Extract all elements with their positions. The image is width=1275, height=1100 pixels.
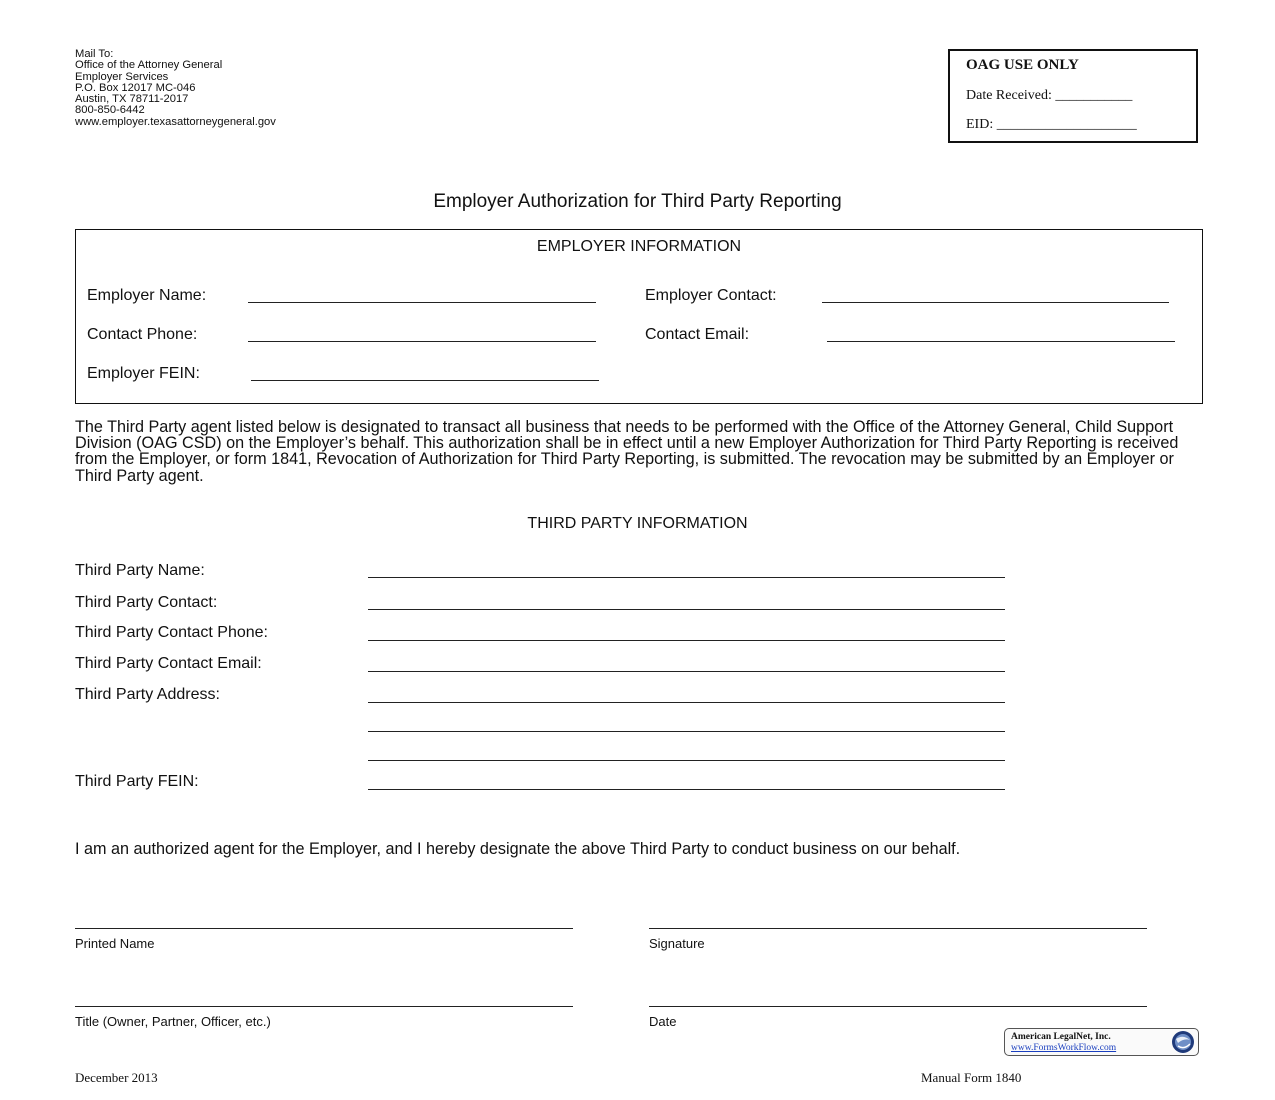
american-legalnet-logo — [1004, 1028, 1199, 1056]
third-party-fein-label: Third Party FEIN: — [75, 773, 199, 790]
oag-use-only-box — [948, 49, 1198, 143]
signature-input[interactable] — [649, 928, 1147, 929]
mail-to-address — [75, 49, 276, 128]
date-input[interactable] — [649, 1006, 1147, 1007]
third-party-address-input-line-3[interactable] — [368, 760, 1005, 761]
logo-company-name: American LegalNet, Inc. — [1011, 1032, 1111, 1042]
signature-label: Signature — [649, 936, 705, 951]
third-party-section-heading: THIRD PARTY INFORMATION — [527, 515, 748, 532]
attestation-statement: I am an authorized agent for the Employer, and I hereby designate the above Third Party to conduct business on our behalf. — [75, 840, 961, 858]
title-input[interactable] — [75, 1006, 573, 1007]
printed-name-label: Printed Name — [75, 936, 155, 951]
third-party-contact-label: Third Party Contact: — [75, 594, 218, 611]
mail-to-department: Employer Services — [75, 70, 169, 83]
employer-section-heading: EMPLOYER INFORMATION — [536, 238, 742, 255]
third-party-name-input[interactable] — [368, 577, 1005, 578]
employer-contact-label: Employer Contact: — [645, 287, 777, 304]
printed-name-input[interactable] — [75, 928, 573, 929]
third-party-contact-phone-label: Third Party Contact Phone: — [75, 624, 268, 641]
mail-to-phone: 800-850-6442 — [75, 104, 145, 117]
employer-name-label: Employer Name: — [87, 287, 207, 304]
contact-email-label: Contact Email: — [645, 326, 750, 343]
employer-contact-input[interactable] — [822, 302, 1169, 303]
third-party-fein-input[interactable] — [368, 789, 1005, 790]
designation-paragraph: The Third Party agent listed below is designated to transact all business that needs to be performed with the Office of the Attorney General, Child Support Division (OAG CSD) on the Employer’s behalf. This authorization shall be in effect until a new Employer Authorization for Third Party Reporting is received from the Employer, or form 1841, Revocation of Authorization for Third Party Reporting, is submitted. The revocation may be submitted by an Employer or Third Party agent. — [75, 418, 1179, 485]
third-party-name-label: Third Party Name: — [75, 562, 205, 579]
date-label: Date — [649, 1014, 677, 1029]
logo-website-link[interactable]: www.FormsWorkFlow.com — [1011, 1043, 1117, 1053]
third-party-contact-input[interactable] — [368, 609, 1005, 610]
contact-phone-label: Contact Phone: — [87, 326, 198, 343]
contact-email-input[interactable] — [827, 341, 1175, 342]
mail-to-office: Office of the Attorney General — [75, 59, 223, 72]
third-party-address-label: Third Party Address: — [75, 686, 220, 703]
third-party-address-input-line-1[interactable] — [368, 702, 1005, 703]
third-party-address-input-line-2[interactable] — [368, 731, 1005, 732]
employer-fein-input[interactable] — [251, 380, 599, 381]
footer-date: December 2013 — [75, 1070, 158, 1085]
oag-box-title: OAG USE ONLY — [966, 57, 1079, 73]
third-party-contact-phone-input[interactable] — [368, 640, 1005, 641]
employer-information-box — [75, 229, 1203, 404]
date-received-field[interactable]: Date Received: ___________ — [966, 88, 1133, 103]
mail-to-city: Austin, TX 78711-2017 — [75, 93, 189, 106]
title-label: Title (Owner, Partner, Officer, etc.) — [75, 1014, 271, 1029]
mail-to-label: Mail To: — [75, 48, 114, 60]
third-party-contact-email-label: Third Party Contact Email: — [75, 655, 262, 672]
globe-icon — [1171, 1030, 1195, 1054]
employer-fein-label: Employer FEIN: — [87, 365, 200, 382]
third-party-contact-email-input[interactable] — [368, 671, 1005, 672]
footer-form-number: Manual Form 1840 — [921, 1070, 1022, 1085]
employer-name-input[interactable] — [248, 302, 596, 303]
form-title: Employer Authorization for Third Party Reporting — [433, 191, 842, 212]
eid-field[interactable]: EID: ____________________ — [966, 117, 1137, 132]
contact-phone-input[interactable] — [248, 341, 596, 342]
mail-to-po-box: P.O. Box 12017 MC-046 — [75, 81, 196, 94]
mail-to-website: www.employer.texasattorneygeneral.gov — [75, 115, 276, 128]
